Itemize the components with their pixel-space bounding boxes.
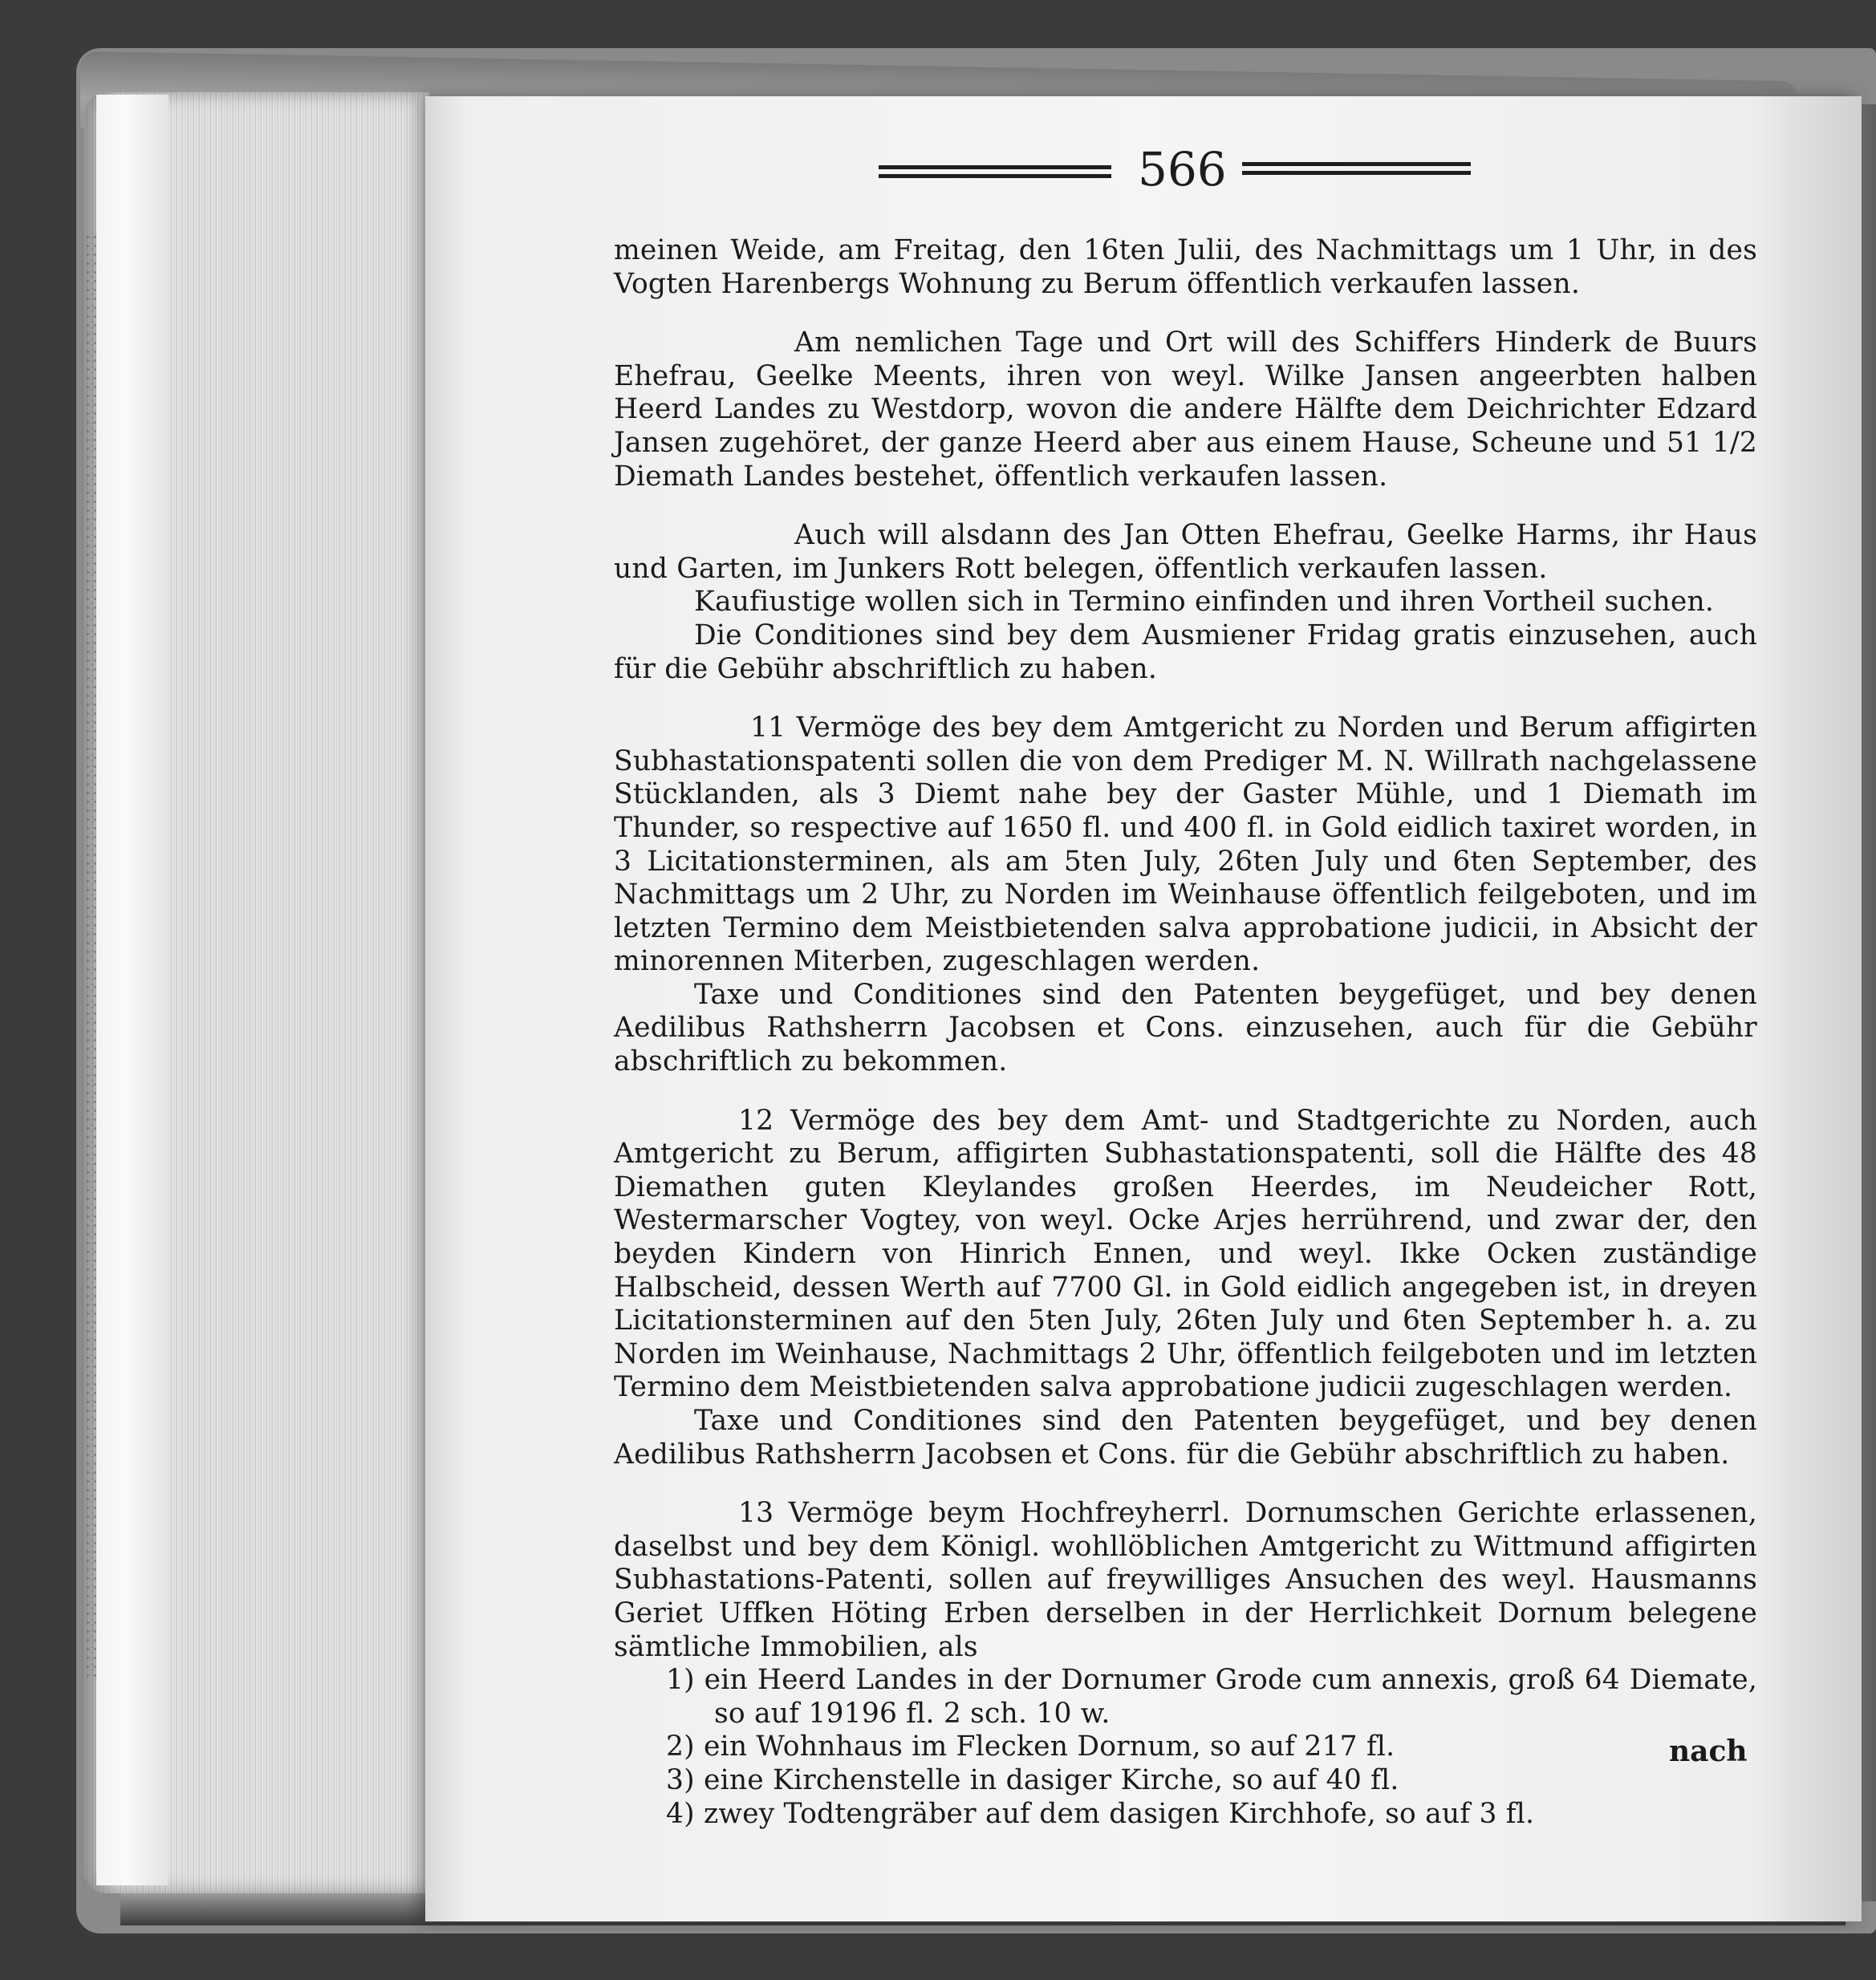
paragraph: meinen Weide, am Freitag, den 16ten Julii, des Nachmittags um 1 Uhr, in des Vogten Harenbergs Wohnung zu Berum öffentlich verkaufen lassen. — [614, 234, 1757, 300]
paragraph: Kaufiustige wollen sich in Termino einfinden und ihren Vortheil suchen. — [694, 586, 1715, 619]
list-item: 4) zwey Todtengräber auf dem dasigen Kirchhofe, so auf 3 fl. — [666, 1797, 1535, 1830]
paragraph: 11 Vermöge des bey dem Amtgericht zu Norden und Berum affigirten Subhastationspatenti sollen die von dem Prediger M. N. Willrath nachgelassene Stücklanden, als 3 Diemt nahe bey der Gaster Mühle, und 1 Diemath im Thunder, so respective auf 1650 fl. und 400 fl. in Gold eidlich taxiret worden, in 3 Licitationsterminen, als am 5ten July, 26ten July und 6ten September, des Nachmittags um 2 Uhr, zu Norden im Weinhause öffentlich feilgeboten, und im letzten Termino dem Meistbietenden salva approbatione judicii, in Absicht der minorennen Miterben, zugeschlagen werden. — [614, 712, 1757, 978]
page-body — [614, 234, 1757, 1831]
list-item: 3) eine Kirchenstelle in dasiger Kirche, so auf 40 fl. — [666, 1763, 1399, 1796]
header-rule-left — [879, 165, 1111, 178]
paragraph: Taxe und Conditiones sind den Patenten beygefüget, und bey denen Aedilibus Rathsherrn Jacobsen et Cons. einzusehen, auch für die Gebühr abschriftlich zu bekommen. — [614, 978, 1757, 1078]
paragraph: Taxe und Conditiones sind den Patenten beygefüget, und bey denen Aedilibus Rathsherrn Jacobsen et Cons. für die Gebühr abschriftlich zu haben. — [614, 1405, 1757, 1471]
page-stack-highlight — [96, 95, 169, 1885]
paragraph: Am nemlichen Tage und Ort will des Schiffers Hinderk de Buurs Ehefrau, Geelke Meents, ihren von weyl. Wilke Jansen angeerbten halben Heerd Landes zu Westdorp, wovon die andere Hälfte dem Deichrichter Edzard Jansen zugehöret, der ganze Heerd aber aus einem Hause, Scheune und 51 1/2 Diemath Landes bestehet, öffentlich verkaufen lassen. — [614, 327, 1757, 493]
paragraph: 13 Vermöge beym Hochfreyherrl. Dornumschen Gerichte erlassenen, daselbst und bey dem Königl. wohllöblichen Amtgericht zu Wittmund affigirten Subhastations-Patenti, sollen auf freywilliges Ansuchen des weyl. Hausmanns Geriet Uffken Höting Erben derselben in der Herrlichkeit Dornum belegene sämtliche Immobilien, als — [614, 1497, 1757, 1663]
paragraph: 12 Vermöge des bey dem Amt- und Stadtgerichte zu Norden, auch Amtgericht zu Berum, affigirten Subhastationspatenti, soll die Hälfte des 48 Diemathen guten Kleylandes großen Heerdes, im Neudeicher Rott, Westermarscher Vogtey, von weyl. Ocke Arjes herrührend, und zwar der, den beyden Kindern von Hinrich Ennen, und weyl. Ikke Ocken zuständige Halbscheid, dessen Werth auf 7700 Gl. in Gold eidlich angegeben ist, in dreyen Licitationsterminen auf den 5ten July, 26ten July und 6ten September h. a. zu Norden im Weinhause, Nachmittags 2 Uhr, öffentlich feilgeboten und im letzten Termino dem Meistbietenden salva approbatione judicii zugeschlagen werden. — [614, 1104, 1757, 1404]
paragraph: Auch will alsdann des Jan Otten Ehefrau, Geelke Harms, ihr Haus und Garten, im Junkers Rott belegen, öffentlich verkaufen lassen. — [614, 519, 1757, 585]
header-rule-right — [1242, 162, 1471, 175]
paragraph: Die Conditiones sind bey dem Ausmiener Fridag gratis einzusehen, auch für die Gebühr abschriftlich zu haben. — [614, 619, 1757, 685]
page-number: 566 — [1138, 142, 1227, 197]
list-item: 2) ein Wohnhaus im Flecken Dornum, so auf 217 fl. — [666, 1730, 1395, 1763]
list-item: 1) ein Heerd Landes in der Dornumer Grode cum annexis, groß 64 Diemate, so auf 19196 fl. 2 sch. 10 w. — [666, 1664, 1757, 1730]
immobilien-list — [614, 1664, 1757, 1831]
catchword: nach — [1669, 1735, 1748, 1768]
